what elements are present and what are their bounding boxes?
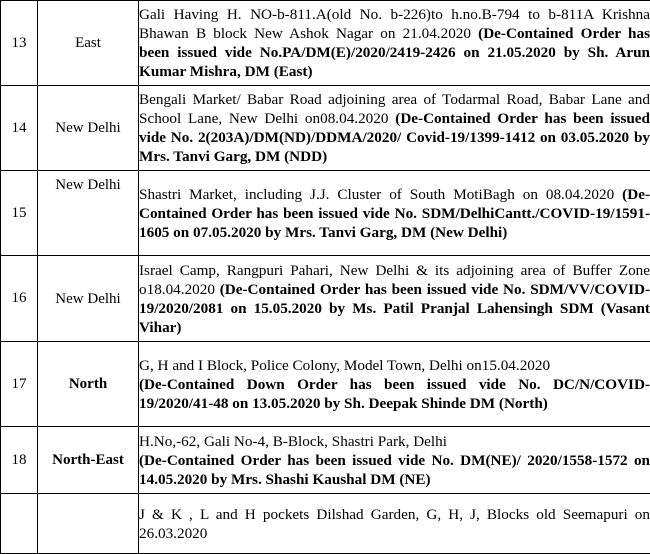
order-text: (De-Contained Order has been issued vide No. 2(203A)/DM(ND)/DDMA/2020/ Covid-19/1399-1412 on 03.05.2020 by Mrs. Tanvi Garg, DM (NDD) <box>139 110 650 165</box>
order-text: (De-Contained Order has been issued vide No. SDM/DelhiCantt./COVID-19/1591-1605 on 07.05.2020 by Mrs. Tanvi Garg, DM (New Delhi) <box>139 186 650 241</box>
district-name <box>38 494 139 554</box>
area-text: J & K , L and H pockets Dilshad Garden, G, H, J, Blocks old Seemapuri on 26.03.2020 <box>139 506 650 542</box>
district-name: North <box>38 342 139 427</box>
area-text: Shastri Market, including J.J. Cluster of South MotiBagh on 08.04.2020 <box>139 186 622 203</box>
order-text: (De-Contained Order has been issued vide No.PA/DM(E)/2020/2419-2426 on 21.05.2020 by Sh. Arun Kumar Mishra, DM (East) <box>139 25 650 80</box>
district-name: East <box>38 1 139 86</box>
area-text: Gali Having H. NO-b-811.A(old No. b-226)to h.no.B-794 to b-811A Krishna Bhawan B block New Ashok Nagar on 21.04.2020 <box>139 6 650 42</box>
table-row <box>1 494 650 554</box>
order-text: (De-Contained Order has been issued vide No. DM(NE)/ 2020/1558-1572 on 14.05.2020 by Mrs. Shashi Kaushal DM (NE) <box>139 452 650 488</box>
serial-number: 14 <box>1 86 38 171</box>
district-name: New Delhi <box>38 171 139 256</box>
zone-description <box>139 427 650 494</box>
zone-description <box>139 1 650 86</box>
area-text: Israel Camp, Rangpuri Pahari, New Delhi & its adjoining area of Buffer Zone o18.04.2020 <box>139 262 650 298</box>
zone-description <box>139 171 650 256</box>
area-text: G, H and I Block, Police Colony, Model Town, Delhi on15.04.2020 <box>139 357 550 374</box>
serial-number: 16 <box>1 256 38 342</box>
table-row <box>1 256 650 342</box>
district-name: North-East <box>38 427 139 494</box>
serial-number: 18 <box>1 427 38 494</box>
table-row <box>1 342 650 427</box>
area-text: H.No,-62, Gali No-4, B-Block, Shastri Park, Delhi <box>139 433 447 450</box>
table-row <box>1 171 650 256</box>
district-name: New Delhi <box>38 86 139 171</box>
zone-description <box>139 494 650 554</box>
serial-number: 17 <box>1 342 38 427</box>
district-name: New Delhi <box>38 256 139 342</box>
order-text: (De-Contained Down Order has been issued vide No. DC/N/COVID-19/2020/41-48 on 13.05.2020 by Sh. Deepak Shinde DM (North) <box>139 376 650 412</box>
serial-number: 15 <box>1 171 38 256</box>
area-text: Bengali Market/ Babar Road adjoining area of Todarmal Road, Babar Lane and School Lane, New Delhi on08.04.2020 <box>139 91 650 127</box>
zone-description <box>139 86 650 171</box>
table-row <box>1 1 650 86</box>
table-row <box>1 86 650 171</box>
zone-description <box>139 342 650 427</box>
serial-number: 13 <box>1 1 38 86</box>
serial-number <box>1 494 38 554</box>
zone-description <box>139 256 650 342</box>
order-text: (De-Contained Order has been issued vide No. SDM/VV/COVID-19/2020/2081 on 15.05.2020 by Ms. Patil Pranjal Lahensingh SDM (Vasant Vihar) <box>139 281 650 336</box>
table-row <box>1 427 650 494</box>
